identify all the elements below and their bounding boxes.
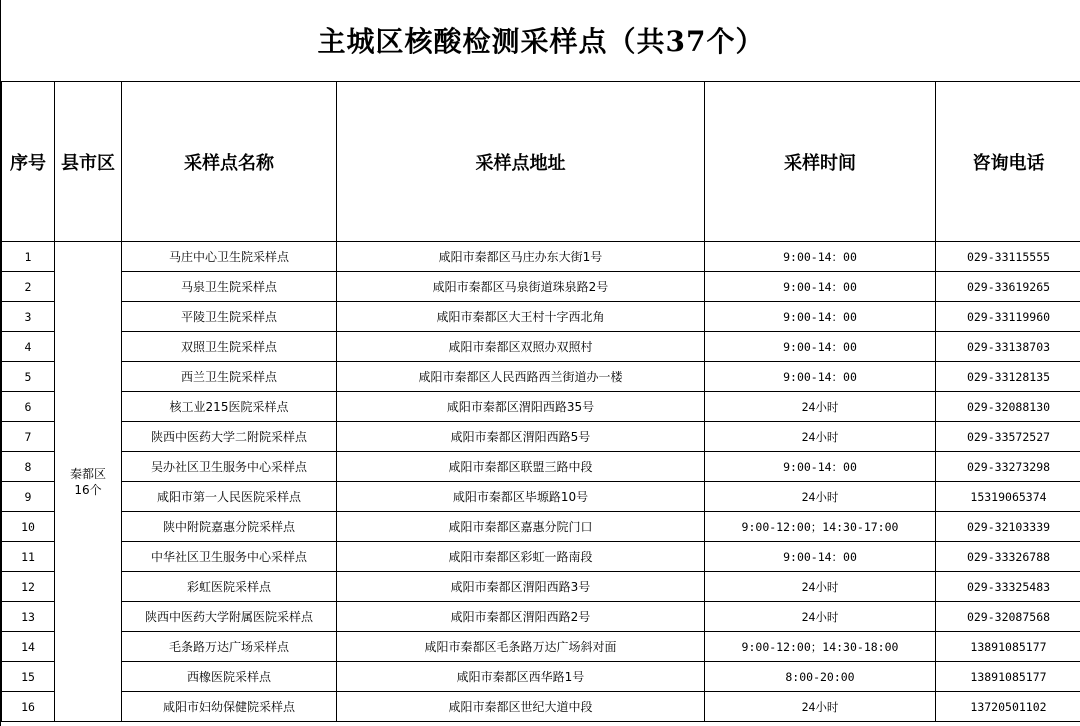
cell-address: 咸阳市秦都区嘉惠分院门口 [337,512,705,542]
cell-phone: 029-32103339 [936,512,1080,542]
table-row [2,692,1080,722]
cell-phone: 029-33326788 [936,542,1080,572]
cell-address: 咸阳市秦都区马泉街道珠泉路2号 [337,272,705,302]
cell-time: 8:00-20:00 [705,662,936,692]
cell-phone: 029-33138703 [936,332,1080,362]
cell-address: 咸阳市秦都区毛条路万达广场斜对面 [337,632,705,662]
cell-index: 3 [2,302,55,332]
cell-time: 9:00-14：00 [705,332,936,362]
cell-time: 9:00-14：00 [705,362,936,392]
cell-phone: 029-33128135 [936,362,1080,392]
cell-index: 2 [2,272,55,302]
cell-name: 马庄中心卫生院采样点 [122,242,337,272]
cell-name: 双照卫生院采样点 [122,332,337,362]
cell-phone: 029-33325483 [936,572,1080,602]
header-name: 采样点名称 [122,82,337,242]
cell-index: 5 [2,362,55,392]
table-row [2,362,1080,392]
cell-name: 平陵卫生院采样点 [122,302,337,332]
table-row [2,572,1080,602]
cell-index: 9 [2,482,55,512]
cell-name: 咸阳市第一人民医院采样点 [122,482,337,512]
cell-index: 4 [2,332,55,362]
cell-time: 24小时 [705,422,936,452]
table-row [2,452,1080,482]
cell-phone: 029-32087568 [936,602,1080,632]
header-time: 采样时间 [705,82,936,242]
sampling-sites-table [1,81,1080,722]
cell-name: 陕西中医药大学附属医院采样点 [122,602,337,632]
cell-phone: 029-33119960 [936,302,1080,332]
cell-name: 毛条路万达广场采样点 [122,632,337,662]
table-row [2,242,1080,272]
cell-district [55,242,122,722]
table-row [2,482,1080,512]
cell-index: 8 [2,452,55,482]
cell-time: 24小时 [705,572,936,602]
cell-address: 咸阳市秦都区双照办双照村 [337,332,705,362]
cell-time: 24小时 [705,602,936,632]
table-row [2,272,1080,302]
table-row [2,542,1080,572]
cell-index: 14 [2,632,55,662]
cell-phone: 15319065374 [936,482,1080,512]
cell-time: 24小时 [705,482,936,512]
table-row [2,602,1080,632]
cell-index: 16 [2,692,55,722]
cell-time: 9:00-14：00 [705,272,936,302]
cell-address: 咸阳市秦都区大王村十字西北角 [337,302,705,332]
header-phone: 咨询电话 [936,82,1080,242]
cell-phone: 13720501102 [936,692,1080,722]
cell-address: 咸阳市秦都区世纪大道中段 [337,692,705,722]
cell-index: 12 [2,572,55,602]
cell-address: 咸阳市秦都区渭阳西路35号 [337,392,705,422]
cell-index: 7 [2,422,55,452]
district-count: 16个 [74,482,102,497]
cell-index: 1 [2,242,55,272]
cell-name: 西橡医院采样点 [122,662,337,692]
table-row [2,422,1080,452]
cell-phone: 029-33572527 [936,422,1080,452]
cell-address: 咸阳市秦都区联盟三路中段 [337,452,705,482]
cell-name: 核工业215医院采样点 [122,392,337,422]
table-row [2,512,1080,542]
cell-index: 10 [2,512,55,542]
district-name: 秦都区 [69,466,106,481]
cell-address: 咸阳市秦都区彩虹一路南段 [337,542,705,572]
cell-name: 陕西中医药大学二附院采样点 [122,422,337,452]
table-body [2,242,1080,722]
cell-name: 中华社区卫生服务中心采样点 [122,542,337,572]
page-title: 主城区核酸检测采样点（共37个） [1,0,1080,82]
cell-index: 6 [2,392,55,422]
cell-address: 咸阳市秦都区马庄办东大街1号 [337,242,705,272]
cell-time: 24小时 [705,692,936,722]
cell-time: 9:00-14：00 [705,542,936,572]
header-district: 县市区 [55,82,122,242]
cell-address: 咸阳市秦都区西华路1号 [337,662,705,692]
cell-index: 11 [2,542,55,572]
cell-phone: 029-33273298 [936,452,1080,482]
table-row [2,392,1080,422]
table-row [2,332,1080,362]
cell-phone: 13891085177 [936,632,1080,662]
cell-time: 9:00-12:00；14:30-17:00 [705,512,936,542]
cell-name: 彩虹医院采样点 [122,572,337,602]
cell-time: 9:00-14：00 [705,452,936,482]
cell-index: 15 [2,662,55,692]
cell-phone: 029-33619265 [936,272,1080,302]
cell-index: 13 [2,602,55,632]
cell-time: 9:00-14：00 [705,302,936,332]
cell-name: 吴办社区卫生服务中心采样点 [122,452,337,482]
cell-name: 西兰卫生院采样点 [122,362,337,392]
header-index: 序号 [2,82,55,242]
cell-time: 9:00-14：00 [705,242,936,272]
cell-name: 陕中附院嘉惠分院采样点 [122,512,337,542]
cell-address: 咸阳市秦都区毕塬路10号 [337,482,705,512]
cell-name: 马泉卫生院采样点 [122,272,337,302]
cell-time: 9:00-12:00；14:30-18:00 [705,632,936,662]
cell-address: 咸阳市秦都区人民西路西兰街道办一楼 [337,362,705,392]
cell-phone: 029-32088130 [936,392,1080,422]
cell-name: 咸阳市妇幼保健院采样点 [122,692,337,722]
table-row [2,662,1080,692]
table-row [2,302,1080,332]
table-header-row [2,82,1080,242]
cell-address: 咸阳市秦都区渭阳西路5号 [337,422,705,452]
table-row [2,632,1080,662]
header-address: 采样点地址 [337,82,705,242]
cell-phone: 13891085177 [936,662,1080,692]
cell-address: 咸阳市秦都区渭阳西路2号 [337,602,705,632]
cell-time: 24小时 [705,392,936,422]
cell-phone: 029-33115555 [936,242,1080,272]
cell-address: 咸阳市秦都区渭阳西路3号 [337,572,705,602]
